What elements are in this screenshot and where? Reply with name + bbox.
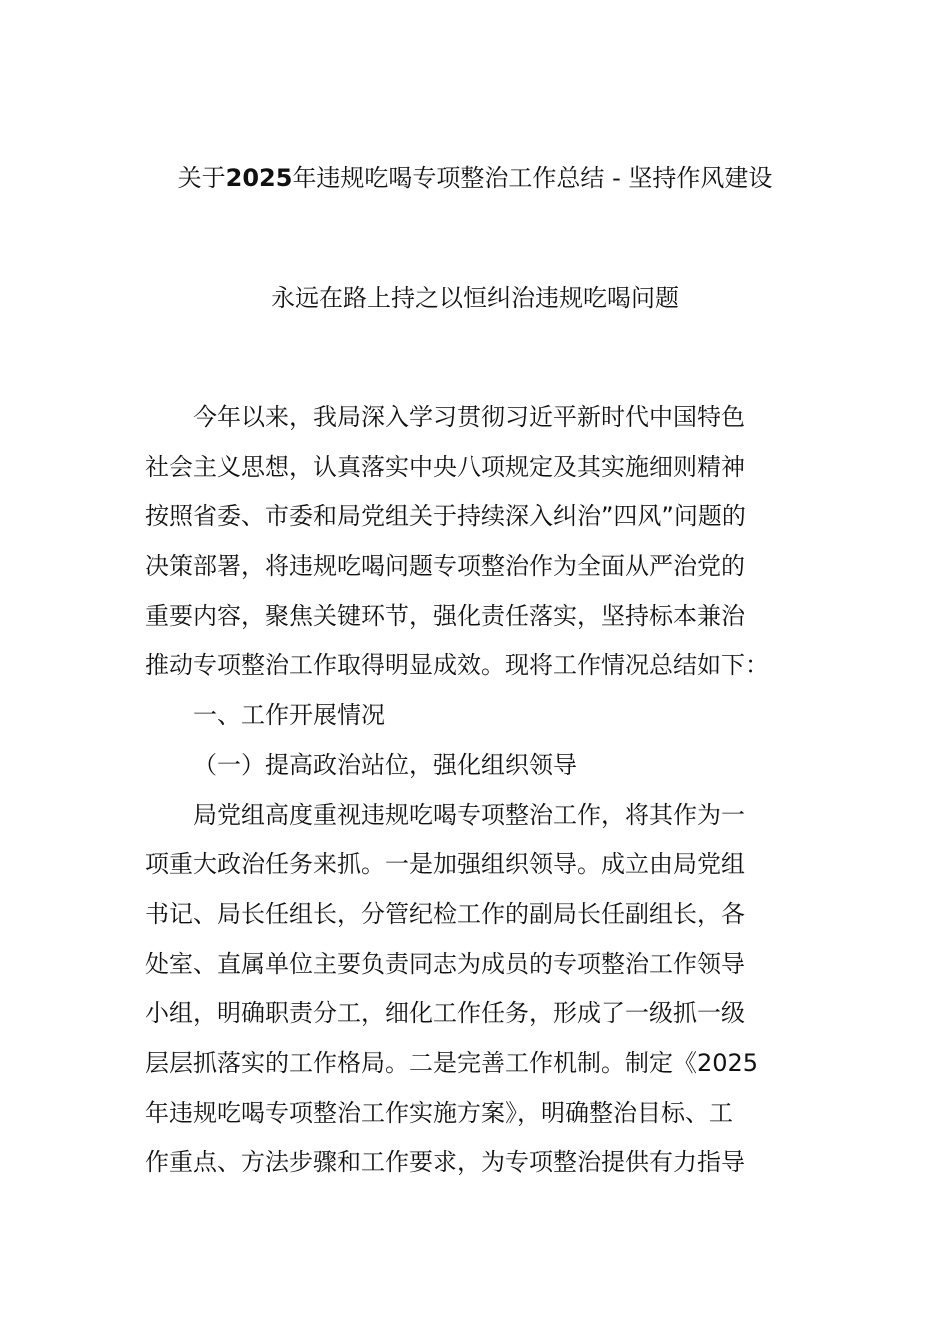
title-prefix: 关于	[177, 164, 226, 192]
body-line: 按照省委、市委和局党组关于持续深入纠治”四风”问题的	[145, 502, 746, 531]
body-line: 局党组高度重视违规吃喝专项整治工作，将其作为一	[193, 800, 745, 829]
title-year: 2025	[225, 164, 293, 192]
section-heading: 一、工作开展情况	[193, 701, 385, 730]
subsection-heading: （一）提高政治站位，强化组织领导	[193, 750, 577, 779]
body-line: 处室、直属单位主要负责同志为成员的专项整治工作领导	[145, 949, 745, 978]
document-body	[145, 393, 807, 1188]
body-line: 社会主义思想，认真落实中央八项规定及其实施细则精神	[145, 452, 745, 481]
body-line: 作重点、方法步骤和工作要求，为专项整治提供有力指导	[145, 1148, 745, 1177]
document-title-line-2: 永远在路上持之以恒纠治违规吃喝问题	[271, 284, 679, 312]
body-line: 项重大政治任务来抓。一是加强组织领导。成立由局党组	[145, 850, 745, 879]
body-line: 小组，明确职责分工，细化工作任务，形成了一级抓一级	[145, 999, 745, 1028]
body-line: 层层抓落实的工作格局。二是完善工作机制。制定《2025	[145, 1048, 759, 1077]
body-line: 今年以来，我局深入学习贯彻习近平新时代中国特色	[193, 403, 745, 431]
body-line: 决策部署，将违规吃喝问题专项整治作为全面从严治党的	[145, 552, 745, 581]
title-suffix: 年违规吃喝专项整治工作总结 - 坚持作风建设	[292, 164, 773, 192]
body-line: 推动专项整治工作取得明显成效。现将工作情况总结如下：	[145, 651, 769, 680]
body-line: 书记、局长任组长，分管纪检工作的副局长任副组长，各	[145, 899, 745, 928]
body-line: 重要内容，聚焦关键环节，强化责任落实，坚持标本兼治	[145, 601, 745, 630]
body-line: 年违规吃喝专项整治工作实施方案》，明确整治目标、工	[145, 1098, 733, 1127]
document-title-line-1	[0, 163, 950, 193]
